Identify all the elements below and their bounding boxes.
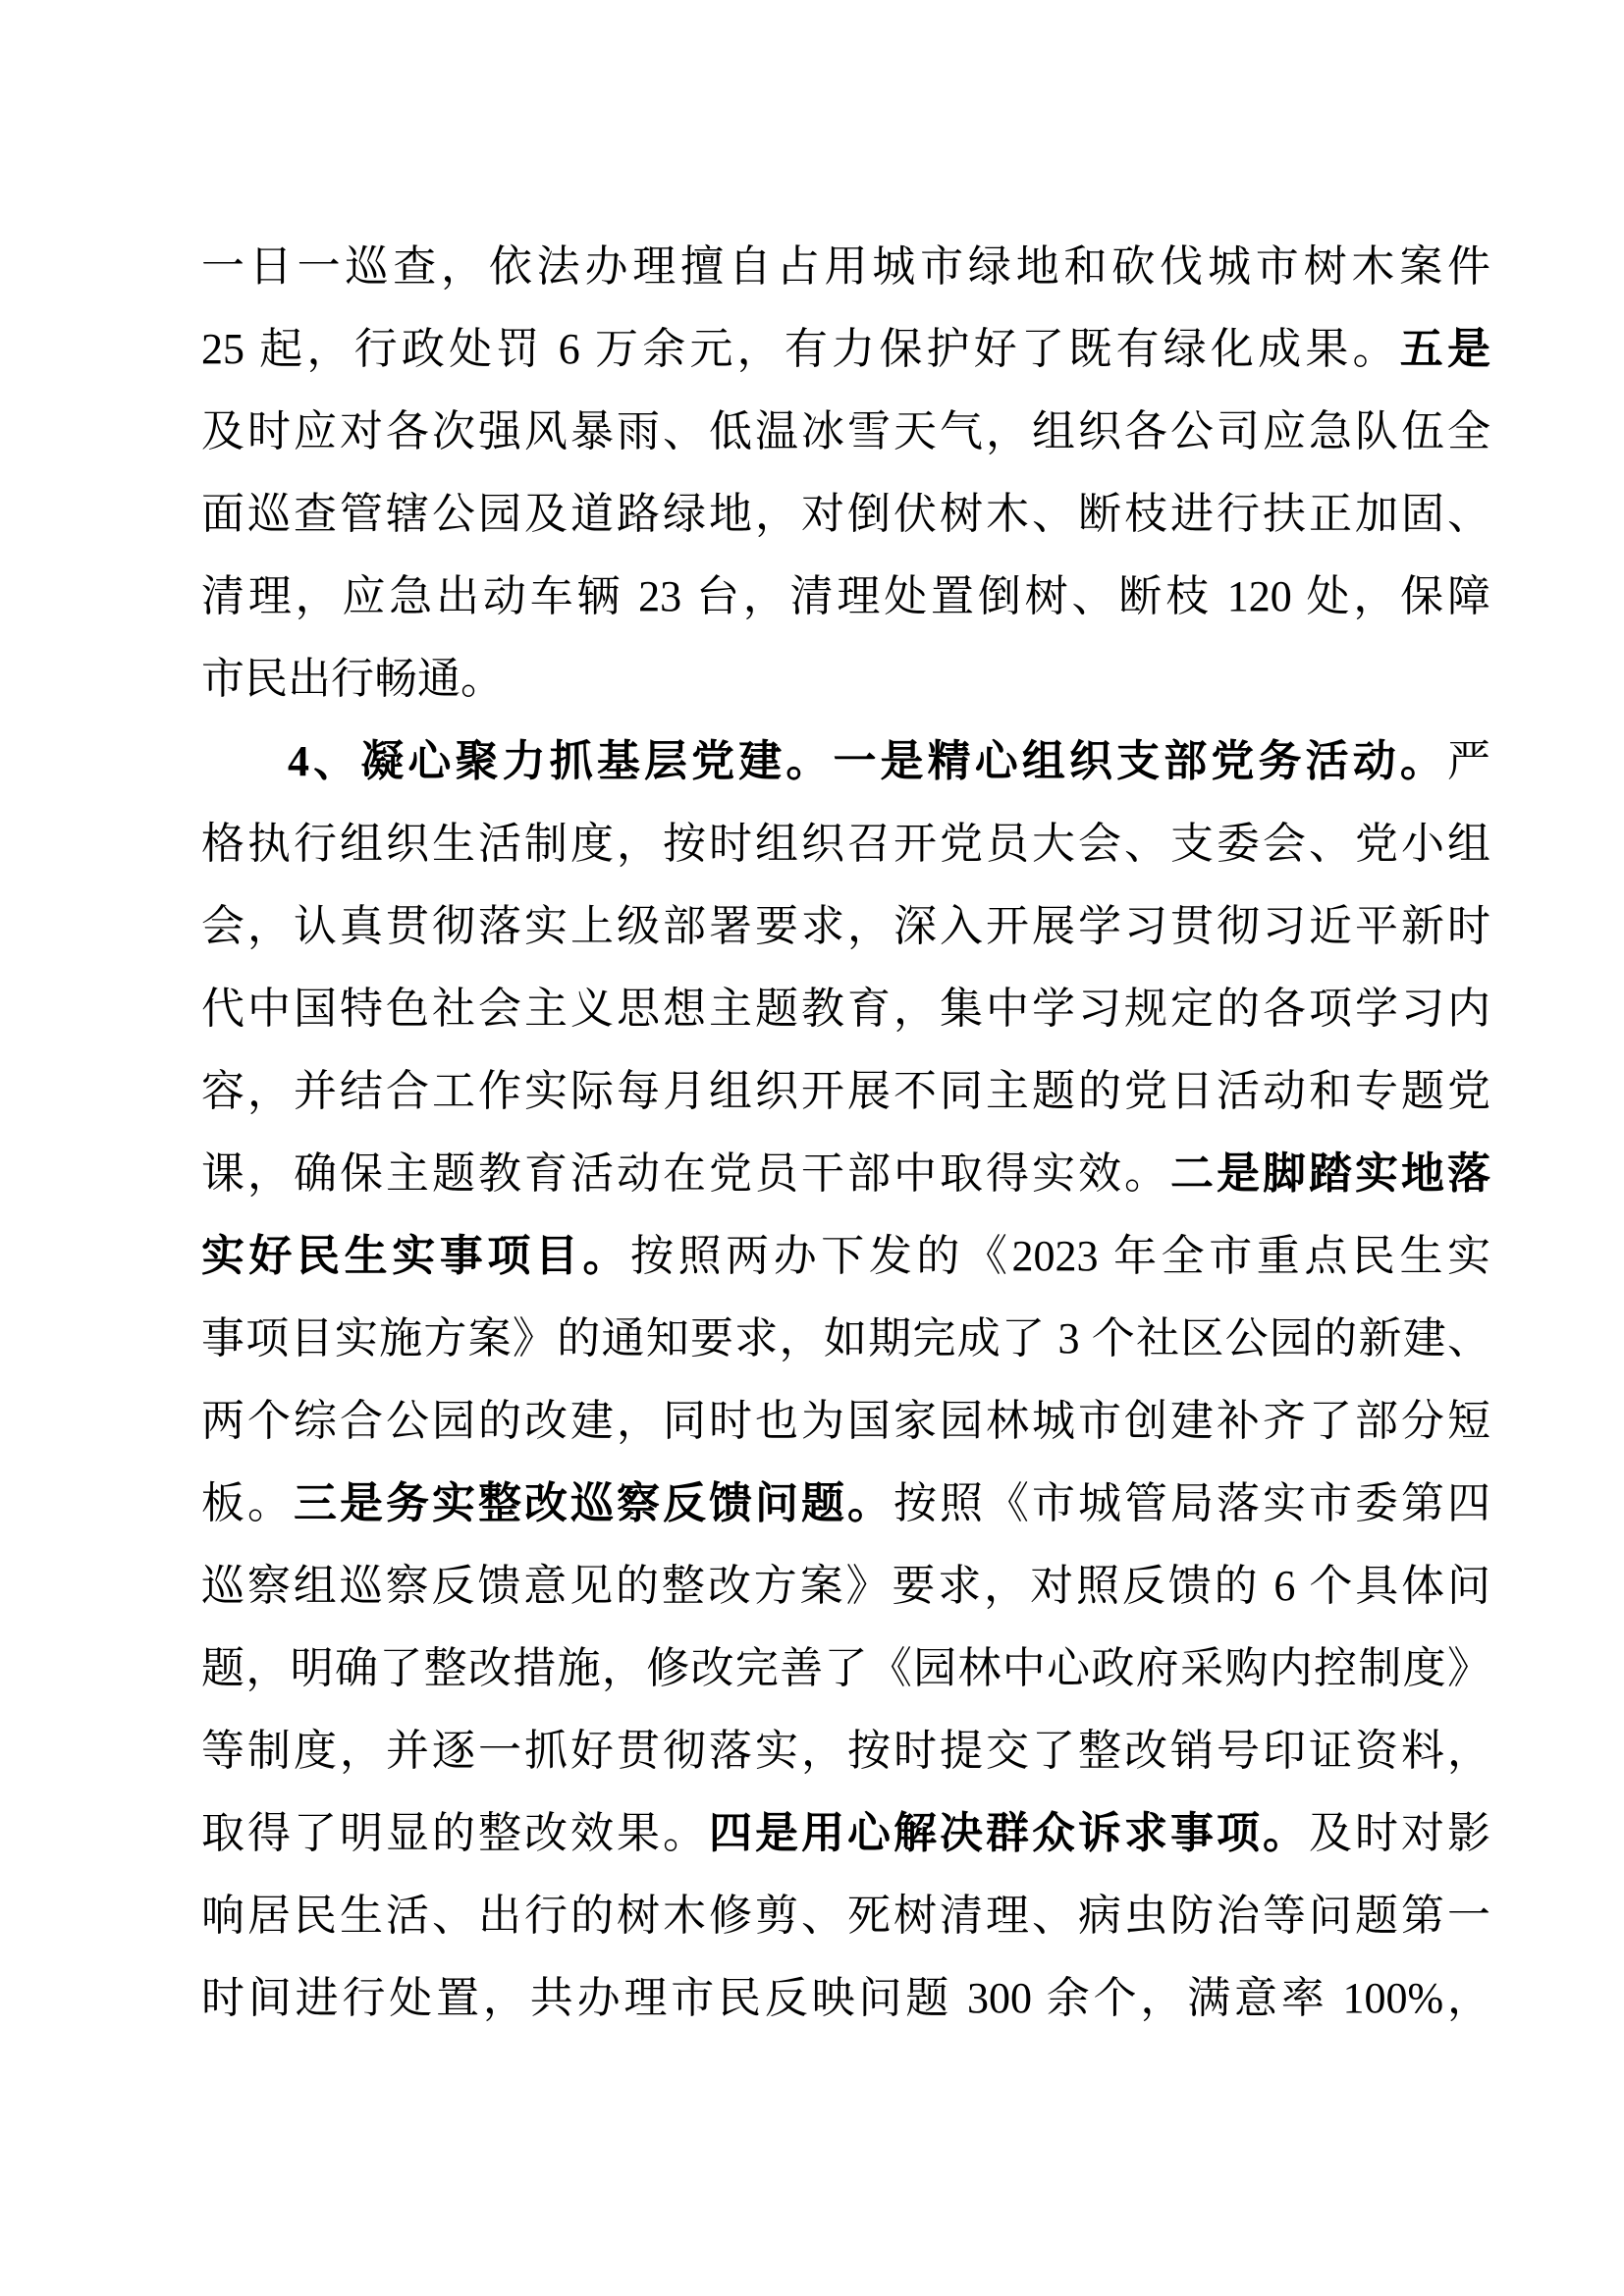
text-line — [201, 1875, 1490, 1957]
bold-text-segment: 实好民生实事项目。 — [201, 1232, 631, 1280]
text-line — [201, 1710, 1490, 1792]
text-line — [201, 721, 1490, 803]
text-segment: 市民出行畅通。 — [201, 655, 504, 703]
bold-text-segment: 4、凝心聚力抓基层党建。一是精心组织支部党务活动。 — [288, 737, 1447, 785]
text-segment: 板。 — [201, 1479, 294, 1527]
text-line — [201, 1463, 1490, 1545]
text-segment: 及时对影 — [1309, 1809, 1490, 1857]
text-line — [201, 226, 1490, 308]
text-line — [201, 1215, 1490, 1298]
text-segment: 格执行组织生活制度，按时组织召开党员大会、支委会、党小组 — [201, 820, 1490, 868]
text-segment: 25 起，行政处罚 6 万余元，有力保护好了既有绿化成果。 — [201, 325, 1400, 373]
text-segment: 两个综合公园的改建，同时也为国家园林城市创建补齐了部分短 — [201, 1397, 1490, 1445]
text-line — [201, 473, 1490, 556]
text-segment: 事项目实施方案》的通知要求，如期完成了 3 个社区公园的新建、 — [201, 1314, 1490, 1362]
text-segment: 容，并结合工作实际每月组织开展不同主题的党日活动和专题党 — [201, 1067, 1490, 1115]
text-segment: 题，明确了整改措施，修改完善了《园林中心政府采购内控制度》 — [201, 1644, 1490, 1692]
text-segment: 按照《市城管局落实市委第四 — [893, 1479, 1490, 1527]
bold-text-segment: 五是 — [1399, 325, 1491, 373]
text-line — [201, 1380, 1490, 1463]
text-segment: 及时应对各次强风暴雨、低温冰雪天气，组织各公司应急队伍全 — [201, 407, 1490, 455]
text-line — [201, 1957, 1490, 2040]
text-line — [201, 391, 1490, 473]
text-line — [201, 1792, 1490, 1875]
text-segment: 一日一巡查，依法办理擅自占用城市绿地和砍伐城市树木案件 — [201, 242, 1490, 291]
text-line — [201, 1050, 1490, 1133]
text-segment: 时间进行处置，共办理市民反映问题 300 余个，满意率 100%， — [201, 1974, 1490, 2022]
text-line — [201, 1628, 1490, 1710]
text-line — [201, 556, 1490, 638]
text-line — [201, 638, 1490, 721]
text-segment: 课，确保主题教育活动在党员干部中取得实效。 — [201, 1149, 1170, 1198]
text-segment: 面巡查管辖公园及道路绿地，对倒伏树木、断枝进行扶正加固、 — [201, 490, 1490, 538]
text-line — [201, 1545, 1490, 1628]
bold-text-segment: 三是务实整改巡察反馈问题。 — [294, 1479, 893, 1527]
text-segment: 严 — [1447, 737, 1490, 785]
bold-text-segment: 二是脚踏实地落 — [1170, 1149, 1490, 1198]
text-line — [201, 308, 1490, 391]
text-line — [201, 803, 1490, 885]
text-segment: 响居民生活、出行的树木修剪、死树清理、病虫防治等问题第一 — [201, 1892, 1490, 1940]
text-segment: 等制度，并逐一抓好贯彻落实，按时提交了整改销号印证资料， — [201, 1727, 1490, 1775]
text-line — [201, 1298, 1490, 1380]
text-segment: 清理，应急出动车辆 23 台，清理处置倒树、断枝 120 处，保障 — [201, 572, 1490, 620]
text-segment: 会，认真贯彻落实上级部署要求，深入开展学习贯彻习近平新时 — [201, 902, 1490, 950]
text-line — [201, 1133, 1490, 1215]
document-text — [201, 226, 1490, 2040]
text-line — [201, 968, 1490, 1050]
text-line — [201, 885, 1490, 968]
bold-text-segment: 四是用心解决群众诉求事项。 — [709, 1809, 1309, 1857]
text-segment: 代中国特色社会主义思想主题教育，集中学习规定的各项学习内 — [201, 985, 1490, 1033]
text-segment: 取得了明显的整改效果。 — [201, 1809, 709, 1857]
text-segment: 巡察组巡察反馈意见的整改方案》要求，对照反馈的 6 个具体问 — [201, 1562, 1490, 1610]
text-segment: 按照两办下发的《2023 年全市重点民生实 — [630, 1232, 1491, 1280]
